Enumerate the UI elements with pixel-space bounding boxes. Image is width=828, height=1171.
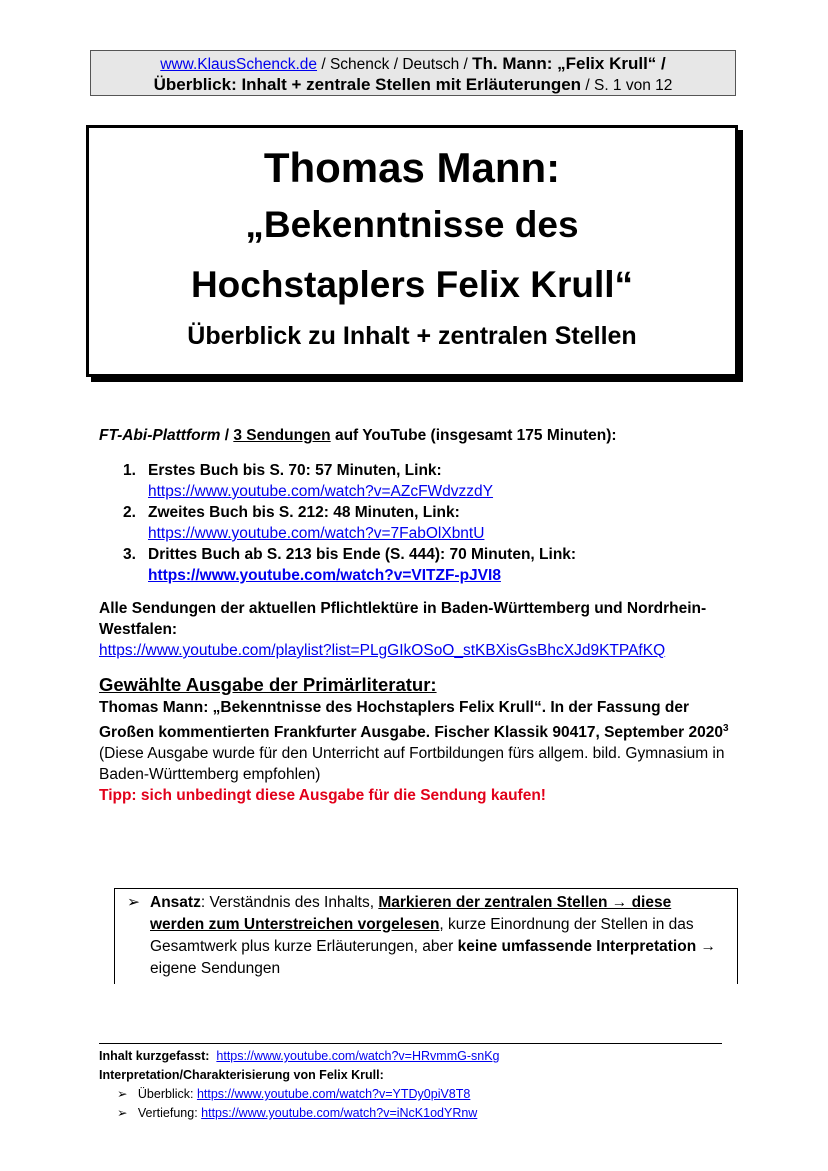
footnote-mark: 3: [722, 723, 729, 734]
citation-text: Thomas Mann: „Bekenntnisse des Hochstaplers Felix Krull“. In der Fassung der Großen kommentierten Frankfurter Ausgabe. Fischer Klassik 90417, September 2020: [99, 699, 723, 742]
arrow-bullet-icon: ➢: [127, 894, 140, 911]
edition-citation: [99, 697, 739, 743]
page-header: [90, 50, 736, 96]
approach-box: [114, 888, 738, 984]
approach-bold-end: keine umfassende Interpretation: [457, 938, 697, 955]
episode-link[interactable]: https://www.youtube.com/watch?v=AZcFWdvzzdY: [148, 483, 494, 500]
episode-number: 3.: [123, 546, 136, 563]
list-item: [99, 1085, 499, 1104]
episode-text: Zweites Buch bis S. 212: 48 Minuten, Link:: [148, 504, 460, 521]
summary-line: [99, 1047, 499, 1066]
episode-link[interactable]: https://www.youtube.com/watch?v=VITZF-pJVI8: [148, 567, 501, 584]
episode-list: [99, 460, 739, 586]
list-item: [99, 1104, 499, 1123]
site-link[interactable]: www.KlausSchenck.de: [160, 56, 318, 73]
title-subtitle: Überblick zu Inhalt + zentralen Stellen: [187, 322, 637, 350]
footnote-area: [99, 1047, 499, 1123]
header-crumbs: / Schenck / Deutsch /: [317, 56, 473, 73]
approach-tail: → eigene Sendungen: [150, 938, 716, 977]
edition-tip: Tipp: sich unbedingt diese Ausgabe für die Sendung kaufen!: [99, 787, 546, 805]
footer-item-label: Überblick:: [137, 1087, 197, 1101]
platform-name: FT-Abi-Plattform: [99, 427, 221, 444]
main-content: [99, 425, 739, 806]
intro-slash: /: [220, 427, 234, 444]
episode-text: Erstes Buch bis S. 70: 57 Minuten, Link:: [148, 462, 442, 479]
episode-number: 2.: [123, 504, 136, 521]
summary-label: Inhalt kurzgefasst:: [99, 1049, 210, 1063]
playlist-link[interactable]: https://www.youtube.com/playlist?list=PLgGIkOSoO_stKBXisGsBhcXJd9KTPAfKQ: [99, 642, 666, 659]
list-item: [99, 460, 739, 502]
approach-underlined: Markieren der zentralen Stellen → diese werden zum Unterstreichen vorgelesen: [150, 894, 672, 933]
playlist-text: Alle Sendungen der aktuellen Pflichtlektüre in Baden-Württemberg und Nordrhein-Westfalen:: [99, 600, 707, 638]
list-item: [99, 544, 739, 586]
edition-heading: Gewählte Ausgabe der Primärliteratur:: [99, 674, 437, 695]
arrow-bullet-icon: ➢: [117, 1087, 128, 1101]
episode-link[interactable]: https://www.youtube.com/watch?v=7FabOlXbntU: [148, 525, 485, 542]
approach-intro: : Verständnis des Inhalts,: [200, 894, 379, 911]
title-box: [86, 125, 738, 377]
footer-item-link[interactable]: https://www.youtube.com/watch?v=YTDy0piV8T8: [196, 1087, 471, 1101]
header-page: / S. 1 von 12: [581, 77, 673, 94]
footnote-divider: [99, 1043, 722, 1044]
episode-text: Drittes Buch ab S. 213 bis Ende (S. 444): 70 Minuten, Link:: [148, 546, 577, 563]
arrow-bullet-icon: ➢: [117, 1106, 128, 1120]
episode-number: 1.: [123, 462, 136, 479]
header-title-2: Überblick: Inhalt + zentrale Stellen mit Erläuterungen: [153, 75, 582, 94]
intro-line: [99, 425, 739, 446]
footer-item-label: Vertiefung:: [137, 1106, 202, 1120]
edition-note: (Diese Ausgabe wurde für den Unterricht auf Fortbildungen fürs allgem. bild. Gymnasium in Baden-Württemberg empfohlen): [99, 745, 725, 784]
approach-middle: , kurze Einordnung der Stellen in das Gesamtwerk plus kurze Erläuterungen, aber: [150, 916, 694, 955]
sendungen-count: 3 Sendungen: [233, 427, 331, 444]
title-line-1: Thomas Mann:: [263, 144, 561, 191]
approach-label: Ansatz: [150, 894, 201, 911]
summary-link[interactable]: https://www.youtube.com/watch?v=HRvmmG-snKg: [216, 1049, 500, 1063]
list-item: [99, 502, 739, 544]
footer-item-link[interactable]: https://www.youtube.com/watch?v=iNcK1odYRnw: [201, 1106, 478, 1120]
intro-rest: auf YouTube (insgesamt 175 Minuten):: [330, 427, 617, 444]
interp-label: Interpretation/Charakterisierung von Felix Krull:: [99, 1068, 384, 1082]
title-line-2: „Bekenntnisse des: [245, 204, 579, 245]
header-title-1: Th. Mann: „Felix Krull“ /: [472, 54, 666, 73]
title-line-3: Hochstaplers Felix Krull“: [190, 264, 634, 305]
